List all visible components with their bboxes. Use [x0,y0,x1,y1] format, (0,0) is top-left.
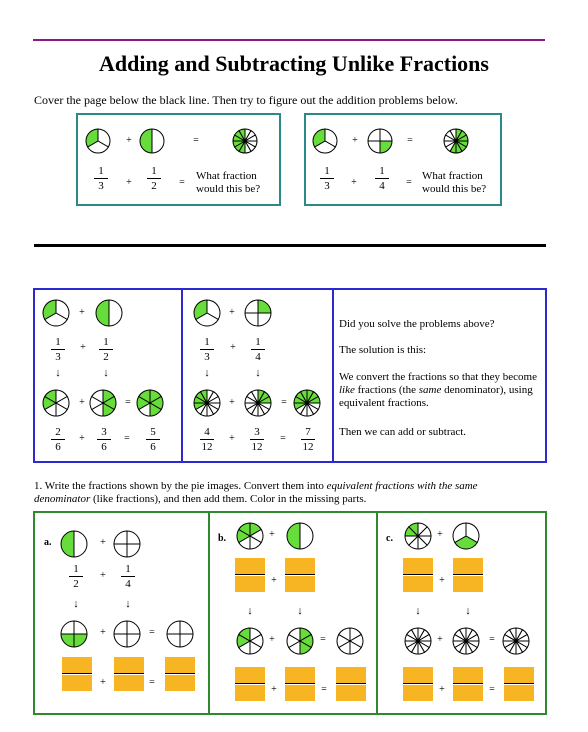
fraction-pie [95,299,123,327]
divider [376,511,378,715]
fraction-pie [286,522,314,550]
plus-sign: + [351,177,357,188]
plus-sign: + [229,397,235,408]
pie-slice [127,544,140,557]
problem-label-c: c. [386,533,393,544]
fraction-pie [236,522,264,550]
pie-slice [287,523,300,549]
equals-sign: = [179,177,185,188]
pie-slice [114,531,127,544]
fraction-pie [244,299,272,327]
fraction: 3 12 [251,426,263,453]
exercise-instructions: 1. Write the fractions shown by the pie images. Convert them into equivalent fractions with the same denominator (like fractions), and then add them. Color in the missing parts. [34,480,478,505]
fraction: 1 2 [147,165,161,192]
fraction-pie [136,389,164,417]
down-arrow: ↓ [103,367,109,379]
fraction-pie [443,128,469,154]
fraction-pie [452,627,480,655]
pie-slice [300,523,313,549]
plus-sign: + [100,627,106,638]
divider [208,511,210,715]
equals-sign: = [125,397,131,408]
fraction-pie [89,389,117,417]
fraction-pie [42,299,70,327]
equals-sign: = [124,433,130,444]
answer-box[interactable] [165,657,195,691]
fraction-pie [166,620,194,648]
equals-sign: = [281,397,287,408]
fraction: 4 12 [201,426,213,453]
plus-sign: + [439,575,445,586]
plus-sign: + [126,135,132,146]
equals-sign: = [489,684,495,695]
equals-sign: = [489,634,495,645]
pie-slice [180,634,193,647]
fraction-pie [286,627,314,655]
fraction: 1 4 [375,165,389,192]
pie-slice [61,634,74,647]
down-arrow: ↓ [125,598,131,610]
pie-slice [380,141,392,153]
fraction-pie [193,389,221,417]
plus-sign: + [439,684,445,695]
page-title: Adding and Subtracting Unlike Fractions [99,51,489,76]
pie-slice [74,634,87,647]
plus-sign: + [269,634,275,645]
plus-sign: + [100,570,106,581]
fraction-pie [113,620,141,648]
equals-sign: = [321,684,327,695]
fraction-pie [85,128,111,154]
solution-text: Then we can add or subtract. [339,426,467,438]
fraction-pie [60,620,88,648]
fraction-pie [293,389,321,417]
pie-slice [180,621,193,634]
pie-slice [167,621,180,634]
plus-sign: + [79,397,85,408]
pie-slice [127,621,140,634]
pie-slice [96,300,109,326]
equals-sign: = [280,433,286,444]
pie-slice [114,621,127,634]
top-rule [33,39,545,41]
plus-sign: + [271,684,277,695]
divider [332,288,334,463]
fraction: 1 3 [51,336,65,363]
solution-text: Did you solve the problems above? [339,318,495,330]
pie-slice [245,313,258,326]
answer-box[interactable] [336,667,366,701]
intro-text: Cover the page below the black line. Then try to figure out the addition problems below. [34,93,458,107]
answer-box[interactable] [285,558,315,592]
pie-slice [245,300,258,313]
down-arrow: ↓ [204,367,210,379]
answer-box[interactable] [453,558,483,592]
question-text: What fraction would this be? [196,170,261,195]
fraction-pie [502,627,530,655]
fraction: 1 3 [320,165,334,192]
equals-sign: = [406,177,412,188]
question-text: What fraction would this be? [422,170,487,195]
answer-box[interactable] [453,667,483,701]
down-arrow: ↓ [73,598,79,610]
solution-text: We convert the fractions so that they become like fractions (the same denominator), using equivalent fractions. [339,371,537,409]
equals-sign: = [149,677,155,688]
pie-slice [368,141,380,153]
fraction-pie [193,299,221,327]
pie-slice [152,129,164,153]
fraction-pie [113,530,141,558]
plus-sign: + [230,342,236,353]
fraction-pie [232,128,258,154]
pie-slice [114,544,127,557]
answer-box[interactable] [504,667,534,701]
pie-slice [127,531,140,544]
equals-sign: = [320,634,326,645]
pie-slice [74,621,87,634]
fraction: 7 12 [302,426,314,453]
plus-sign: + [100,537,106,548]
down-arrow: ↓ [415,605,421,617]
fraction-pie [367,128,393,154]
cover-line [34,244,546,247]
fraction: 2 6 [51,426,65,453]
fraction-pie [139,128,165,154]
fraction-pie [236,627,264,655]
solution-text: The solution is this: [339,344,427,356]
pie-slice [109,300,122,326]
plus-sign: + [100,677,106,688]
down-arrow: ↓ [297,605,303,617]
fraction-pie [336,627,364,655]
fraction-pie [404,627,432,655]
answer-box[interactable] [62,657,92,691]
fraction: 1 4 [121,563,135,590]
plus-sign: + [80,342,86,353]
fraction-pie [42,389,70,417]
equals-sign: = [149,627,155,638]
fraction: 1 2 [99,336,113,363]
plus-sign: + [229,307,235,318]
fraction-pie [60,530,88,558]
pie-slice [167,634,180,647]
plus-sign: + [437,529,443,540]
answer-box[interactable] [235,558,265,592]
pie-slice [61,621,74,634]
divider [181,288,183,463]
equals-sign: = [193,135,199,146]
fraction: 5 6 [146,426,160,453]
plus-sign: + [79,433,85,444]
down-arrow: ↓ [465,605,471,617]
plus-sign: + [79,307,85,318]
plus-sign: + [229,433,235,444]
answer-box[interactable] [403,667,433,701]
problem-label-a: a. [44,537,52,548]
pie-slice [368,129,380,141]
down-arrow: ↓ [247,605,253,617]
problem-label-b: b. [218,533,227,544]
down-arrow: ↓ [55,367,61,379]
plus-sign: + [126,177,132,188]
answer-box[interactable] [114,657,144,691]
pie-slice [258,313,271,326]
down-arrow: ↓ [255,367,261,379]
pie-slice [74,531,87,557]
equals-sign: = [407,135,413,146]
pie-slice [61,531,74,557]
plus-sign: + [271,575,277,586]
fraction: 1 2 [69,563,83,590]
plus-sign: + [352,135,358,146]
fraction: 1 3 [94,165,108,192]
answer-box[interactable] [403,558,433,592]
fraction-pie [452,522,480,550]
fraction: 3 6 [97,426,111,453]
pie-slice [380,129,392,141]
plus-sign: + [437,634,443,645]
fraction-pie [312,128,338,154]
pie-slice [114,634,127,647]
answer-box[interactable] [285,667,315,701]
pie-slice [127,634,140,647]
fraction-pie [244,389,272,417]
pie-slice [140,129,152,153]
fraction: 1 4 [251,336,265,363]
plus-sign: + [269,529,275,540]
fraction-pie [404,522,432,550]
pie-slice [258,300,271,313]
fraction: 1 3 [200,336,214,363]
answer-box[interactable] [235,667,265,701]
